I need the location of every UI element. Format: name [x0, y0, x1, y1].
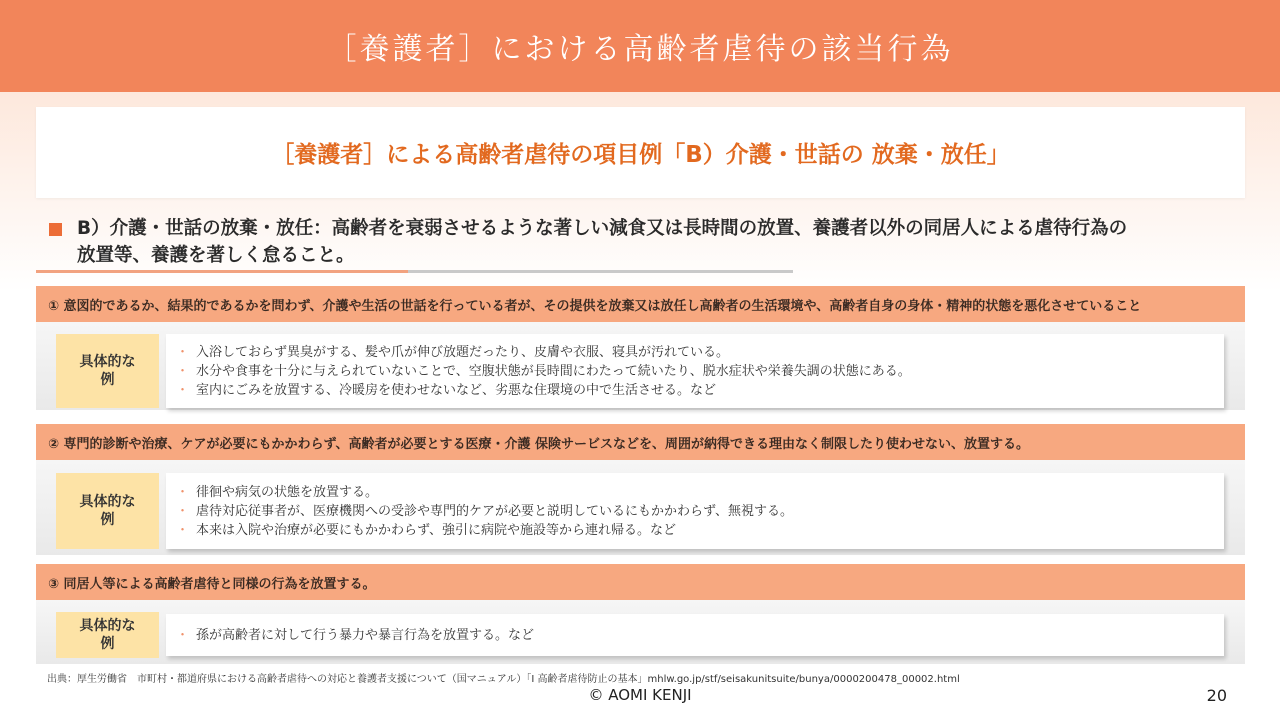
source-citation: 出典：厚生労働省 市町村・都道府県における高齢者虐待への対応と養護者支援について（国マニュアル）「Ⅰ 高齢者虐待防止の基本」mhlw.go.jp/stf/seisakunitsuite/bunya/0000200478_00002.html — [47, 674, 960, 685]
list-item: ・ 虐待対応従事者が、医療機関への受診や専門的ケアが必要と説明しているにもかかわらず、無視する。 — [176, 503, 793, 519]
bullet-dot-icon: ・ — [176, 344, 190, 360]
bullet-dot-icon: ・ — [176, 363, 190, 379]
definition-line-2: 放置等、養護を著しく怠ること。 — [77, 245, 355, 266]
bullet-dot-icon: ・ — [176, 382, 190, 398]
example-label-text: 具体的な 例 — [79, 618, 136, 652]
definition-text — [77, 215, 1127, 269]
section-1-heading: ① 意図的であるか、結果的であるかを問わず、介護や生活の世話を行っている者が、その提供を放棄又は放任し高齢者の生活環境や、高齢者自身の身体・精神的状態を悪化させていること — [36, 286, 1245, 322]
list-item: ・ 室内にごみを放置する、冷暖房を使わせないなど、劣悪な住環境の中で生活させる。など — [176, 382, 717, 398]
example-label-text: 具体的な 例 — [79, 354, 136, 388]
section-1-example-label — [56, 334, 159, 408]
bullet-dot-icon: ・ — [176, 484, 190, 500]
bullet-dot-icon: ・ — [176, 627, 190, 643]
definition — [49, 215, 1249, 269]
example-label-text: 具体的な 例 — [79, 494, 136, 528]
bullet-dot-icon: ・ — [176, 503, 190, 519]
list-item: ・ 孫が高齢者に対して行う暴力や暴言行為を放置する。など — [176, 627, 535, 643]
section-3-heading: ③ 同居人等による高齢者虐待と同様の行為を放置する。 — [36, 564, 1245, 600]
section-1-example-card — [166, 334, 1224, 408]
section-2-example-card — [166, 473, 1224, 549]
subtitle: ［養護者］による高齢者虐待の項目例「B）介護・世話の 放棄・放任」 — [271, 142, 1010, 168]
section-3-example-card — [166, 614, 1224, 656]
list-item: ・ 本来は入院や治療が必要にもかかわらず、強引に病院や施設等から連れ帰る。など — [176, 522, 676, 538]
page-title: ［養護者］における高齢者虐待の該当行為 — [326, 32, 954, 67]
definition-line-1: B）介護・世話の放棄・放任：高齢者を衰弱させるような著しい減食又は長時間の放置、養護者以外の同居人による虐待行為の — [77, 218, 1128, 239]
section-3-example-label — [56, 612, 159, 658]
bullet-dot-icon: ・ — [176, 522, 190, 538]
header-bar — [0, 0, 1280, 92]
page-number: 20 — [1206, 686, 1227, 705]
copyright: © AOMI KENJI — [588, 686, 692, 704]
list-item: ・ 徘徊や病気の状態を放置する。 — [176, 484, 379, 500]
definition-underline-accent — [36, 270, 408, 273]
square-bullet-icon — [49, 223, 62, 236]
subtitle-box — [36, 107, 1245, 198]
section-2-heading: ② 専門的診断や治療、ケアが必要にもかかわらず、高齢者が必要とする医療・介護 保険サービスなどを、周囲が納得できる理由なく制限したり使わせない、放置する。 — [36, 424, 1245, 460]
list-item: ・ 水分や食事を十分に与えられていないことで、空腹状態が長時間にわたって続いたり、脱水症状や栄養失調の状態にある。 — [176, 363, 911, 379]
section-2-example-label — [56, 473, 159, 549]
list-item: ・ 入浴しておらず異臭がする、髪や爪が伸び放題だったり、皮膚や衣服、寝具が汚れている。 — [176, 344, 730, 360]
